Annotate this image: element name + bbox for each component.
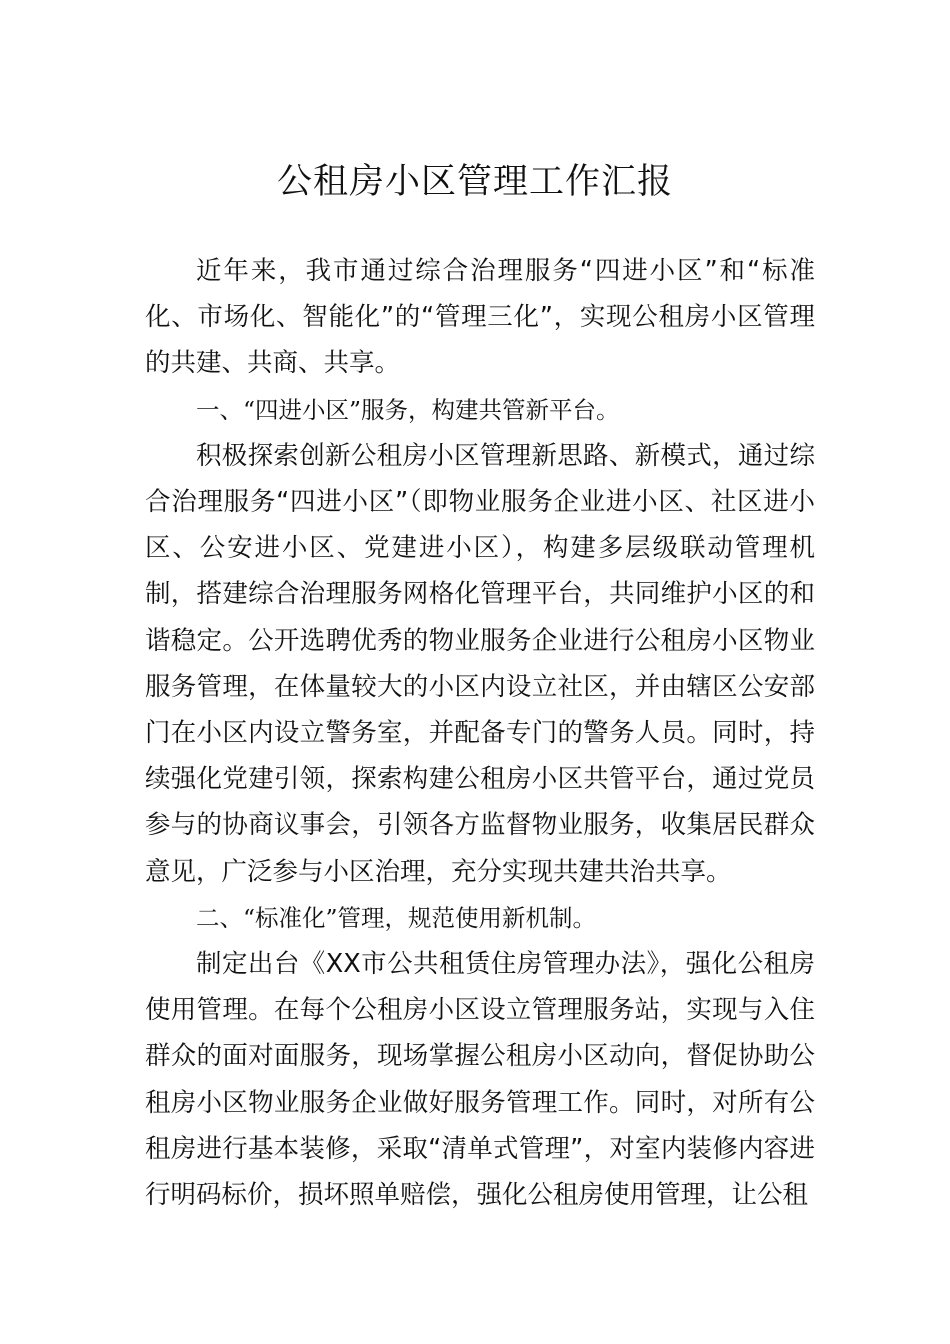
section-1-paragraph: 积极探索创新公租房小区管理新思路、新模式，通过综合治理服务“四进小区”（即物业服务企业进小区、社区进小区、公安进小区、党建进小区），构建多层级联动管理机制，搭建综合治理服务网格化管理平台，共同维护小区的和谐稳定。公开选聘优秀的物业服务企业进行公租房小区物业服务管理，在体量较大的小区内设立社区，并由辖区公安部门在小区内设立警务室，并配备专门的警务人员。同时，持续强化党建引领，探索构建公租房小区共管平台，通过党员参与的协商议事会，引领各方监督物业服务，收集居民群众意见，广泛参与小区治理，充分实现共建共治共享。 [145, 440, 815, 887]
document-body [145, 248, 815, 1218]
section-1-heading: 一、“四进小区”服务，构建共管新平台。 [196, 395, 620, 424]
section-2-paragraph: 制定出台《XX市公共租赁住房管理办法》，强化公租房使用管理。在每个公租房小区设立管理服务站，实现与入住群众的面对面服务，现场掌握公租房小区动向，督促协助公租房小区物业服务企业做好服务管理工作。同时，对所有公租房进行基本装修，采取“清单式管理”，对室内装修内容进行明码标价，损坏照单赔偿，强化公租房使用管理，让公租 [145, 949, 815, 1211]
section-2-heading: 二、“标准化”管理，规范使用新机制。 [196, 903, 597, 932]
document-title: 公租房小区管理工作汇报 [276, 162, 673, 202]
intro-paragraph: 近年来，我市通过综合治理服务“四进小区”和“标准化、市场化、智能化”的“管理三化”，实现公租房小区管理的共建、共商、共享。 [145, 256, 815, 379]
